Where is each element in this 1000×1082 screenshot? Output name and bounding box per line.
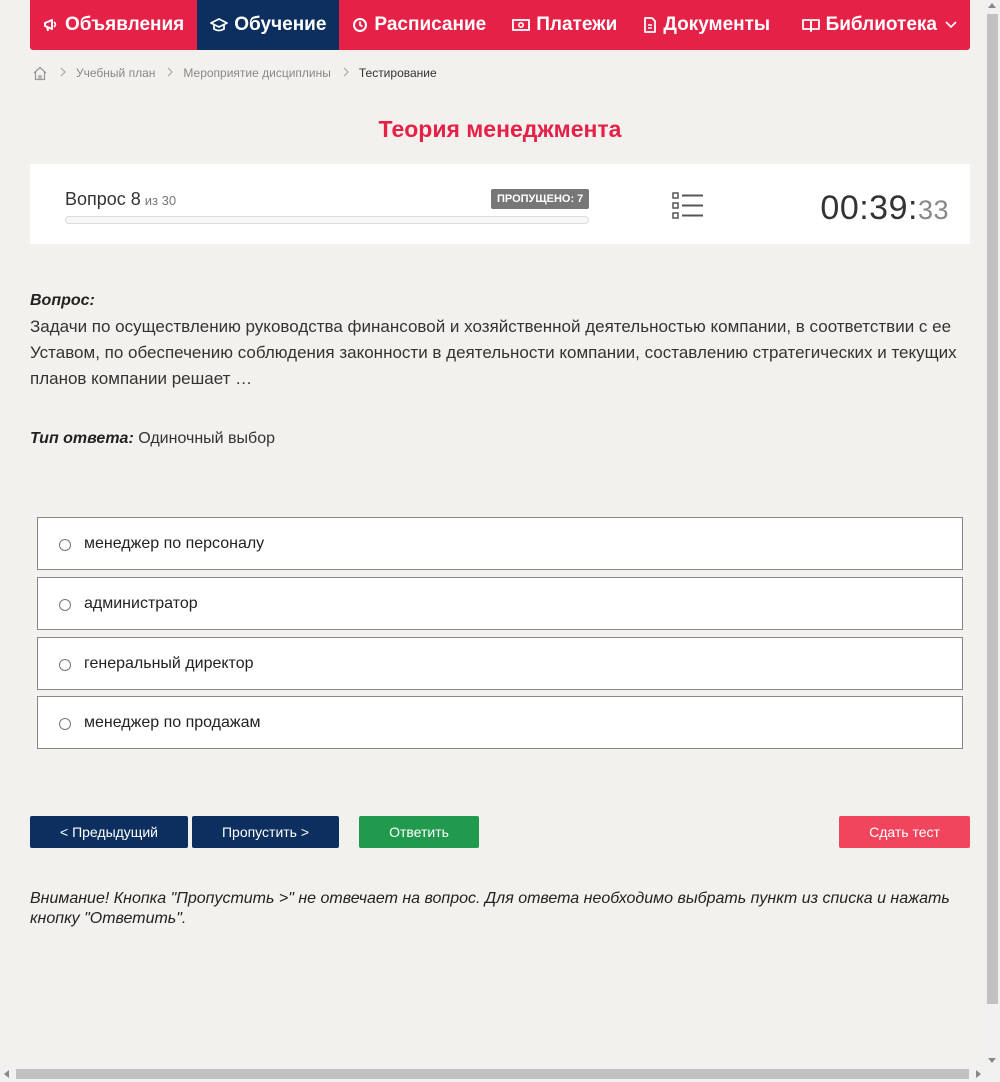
scroll-left-arrow-icon[interactable]: [4, 1070, 9, 1078]
radio-button[interactable]: [59, 659, 71, 671]
chevron-right-icon: [343, 66, 349, 80]
nav-item-label: Расписание: [374, 14, 487, 35]
answer-option-label: менеджер по персоналу: [84, 535, 265, 552]
scroll-down-arrow-icon[interactable]: [988, 1058, 996, 1063]
nav-item-label: Документы: [663, 14, 771, 35]
timer-seconds: 33: [917, 195, 949, 225]
answer-option[interactable]: [37, 637, 963, 690]
progress-bar: [65, 216, 589, 224]
timer-main: 00:39:: [820, 189, 918, 227]
nav-item-learning[interactable]: [197, 0, 339, 50]
timer: [820, 189, 949, 228]
radio-button[interactable]: [59, 718, 71, 730]
answer-type-value: Одиночный выбор: [138, 430, 275, 447]
page-title: Теория менеджмента: [378, 116, 622, 142]
question-total: из 30: [144, 193, 177, 208]
megaphone-icon: [43, 17, 59, 33]
skipped-count-badge: ПРОПУЩЕНО: 7: [491, 189, 589, 209]
breadcrumb: [32, 63, 437, 83]
radio-button[interactable]: [59, 539, 71, 551]
breadcrumb-item-discipline-event[interactable]: Мероприятие дисциплины: [183, 66, 331, 80]
chevron-down-icon: [945, 21, 957, 29]
breadcrumb-item-testing: Тестирование: [358, 66, 437, 80]
clock-icon: [352, 17, 368, 33]
question-number: Вопрос 8: [65, 189, 141, 209]
nav-item-payments[interactable]: [499, 0, 630, 50]
book-icon: [802, 17, 820, 33]
skip-warning-text: Внимание! Кнопка "Пропустить >" не отвечает на вопрос. Для ответа необходимо выбрать пункт из списка и нажать кнопку "Ответить".: [30, 890, 950, 927]
answer-button[interactable]: Ответить: [359, 816, 479, 848]
answer-type: [30, 430, 275, 448]
scroll-right-arrow-icon[interactable]: [976, 1070, 981, 1078]
answer-option-label: генеральный директор: [84, 655, 254, 672]
main-navbar: [30, 0, 970, 50]
scrollbar-thumb[interactable]: [987, 14, 998, 1004]
money-icon: [512, 18, 530, 32]
scroll-up-arrow-icon[interactable]: [988, 3, 996, 8]
question-text: Задачи по осуществлению руководства финансовой и хозяйственной деятельностью компании, в соответствии с ее Уставом, по обеспечению соблюдения законности в деятельности компании, составлению стратегических и текущих планов компании решает …: [30, 317, 957, 388]
nav-item-schedule[interactable]: [339, 0, 499, 50]
question-counter: [65, 189, 176, 210]
question-progress-panel: [30, 164, 970, 244]
chevron-right-icon: [167, 66, 173, 80]
horizontal-scrollbar[interactable]: [0, 1066, 1000, 1082]
answer-type-label: Тип ответа:: [30, 430, 134, 447]
previous-button[interactable]: < Предыдущий: [30, 816, 188, 848]
question-label: Вопрос:: [30, 292, 95, 309]
graduation-cap-icon: [210, 17, 228, 33]
radio-button[interactable]: [59, 599, 71, 611]
document-icon: [643, 17, 657, 33]
vertical-scrollbar[interactable]: [985, 0, 1000, 1066]
answer-option[interactable]: [37, 577, 963, 630]
answer-option[interactable]: [37, 517, 963, 570]
answer-option-label: администратор: [84, 595, 198, 612]
nav-item-label: Библиотека: [825, 14, 937, 35]
nav-item-library[interactable]: [789, 0, 970, 50]
nav-item-label: Платежи: [536, 14, 618, 35]
nav-item-label: Объявления: [65, 14, 185, 35]
submit-test-button[interactable]: Сдать тест: [839, 816, 970, 848]
scrollbar-thumb[interactable]: [16, 1069, 969, 1079]
nav-item-label: Обучение: [234, 14, 327, 35]
breadcrumb-item-curriculum[interactable]: Учебный план: [76, 66, 156, 80]
home-icon[interactable]: [32, 66, 48, 81]
answer-option[interactable]: [37, 696, 963, 749]
nav-item-announcements[interactable]: [30, 0, 197, 50]
question-list-icon[interactable]: [672, 192, 704, 220]
nav-item-documents[interactable]: [630, 0, 783, 50]
chevron-right-icon: [60, 66, 66, 80]
answer-option-label: менеджер по продажам: [84, 714, 261, 731]
skip-button[interactable]: Пропустить >: [192, 816, 339, 848]
